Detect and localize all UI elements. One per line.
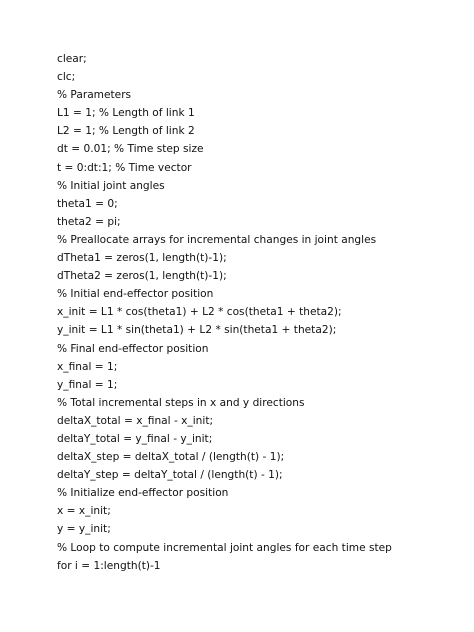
code-comment-loop: % Loop to compute incremental joint angles for each time step bbox=[57, 541, 392, 554]
code-listing bbox=[57, 50, 392, 575]
code-comment-initialize-position: % Initialize end-effector position bbox=[57, 487, 229, 500]
code-comment-parameters: % Parameters bbox=[57, 89, 132, 102]
code-line-x-final: x_final = 1; bbox=[57, 360, 118, 373]
code-comment-initial-position: % Initial end-effector position bbox=[57, 288, 214, 301]
code-line-clc: clc; bbox=[57, 71, 76, 84]
code-line-theta2: theta2 = pi; bbox=[57, 215, 121, 228]
code-line-deltay-total: deltaY_total = y_final - y_init; bbox=[57, 432, 213, 445]
code-line-l1: L1 = 1; % Length of link 1 bbox=[57, 107, 195, 120]
code-line-for-loop: for i = 1:length(t)-1 bbox=[57, 559, 161, 572]
code-line-x: x = x_init; bbox=[57, 505, 111, 518]
code-line-clear: clear; bbox=[57, 53, 87, 65]
code-comment-initial-joint-angles: % Initial joint angles bbox=[57, 179, 165, 192]
code-line-theta1: theta1 = 0; bbox=[57, 197, 118, 210]
code-line-deltax-total: deltaX_total = x_final - x_init; bbox=[57, 414, 214, 427]
code-line-y-init: y_init = L1 * sin(theta1) + L2 * sin(theta1 + theta2); bbox=[57, 324, 337, 337]
code-line-deltax-step: deltaX_step = deltaX_total / (length(t) - 1); bbox=[57, 451, 285, 464]
code-line-y: y = y_init; bbox=[57, 523, 111, 536]
code-comment-preallocate: % Preallocate arrays for incremental changes in joint angles bbox=[57, 233, 377, 246]
code-comment-final-position: % Final end-effector position bbox=[57, 342, 209, 355]
code-line-dt: dt = 0.01; % Time step size bbox=[57, 143, 204, 156]
code-line-dtheta1: dTheta1 = zeros(1, length(t)-1); bbox=[57, 252, 227, 265]
code-comment-total-steps: % Total incremental steps in x and y directions bbox=[57, 396, 305, 409]
code-line-dtheta2: dTheta2 = zeros(1, length(t)-1); bbox=[57, 270, 227, 283]
code-line-deltay-step: deltaY_step = deltaY_total / (length(t) - 1); bbox=[57, 469, 283, 482]
code-line-t: t = 0:dt:1; % Time vector bbox=[57, 161, 192, 174]
code-line-x-init: x_init = L1 * cos(theta1) + L2 * cos(theta1 + theta2); bbox=[57, 306, 342, 319]
code-line-y-final: y_final = 1; bbox=[57, 378, 118, 391]
code-line-l2: L2 = 1; % Length of link 2 bbox=[57, 125, 195, 138]
